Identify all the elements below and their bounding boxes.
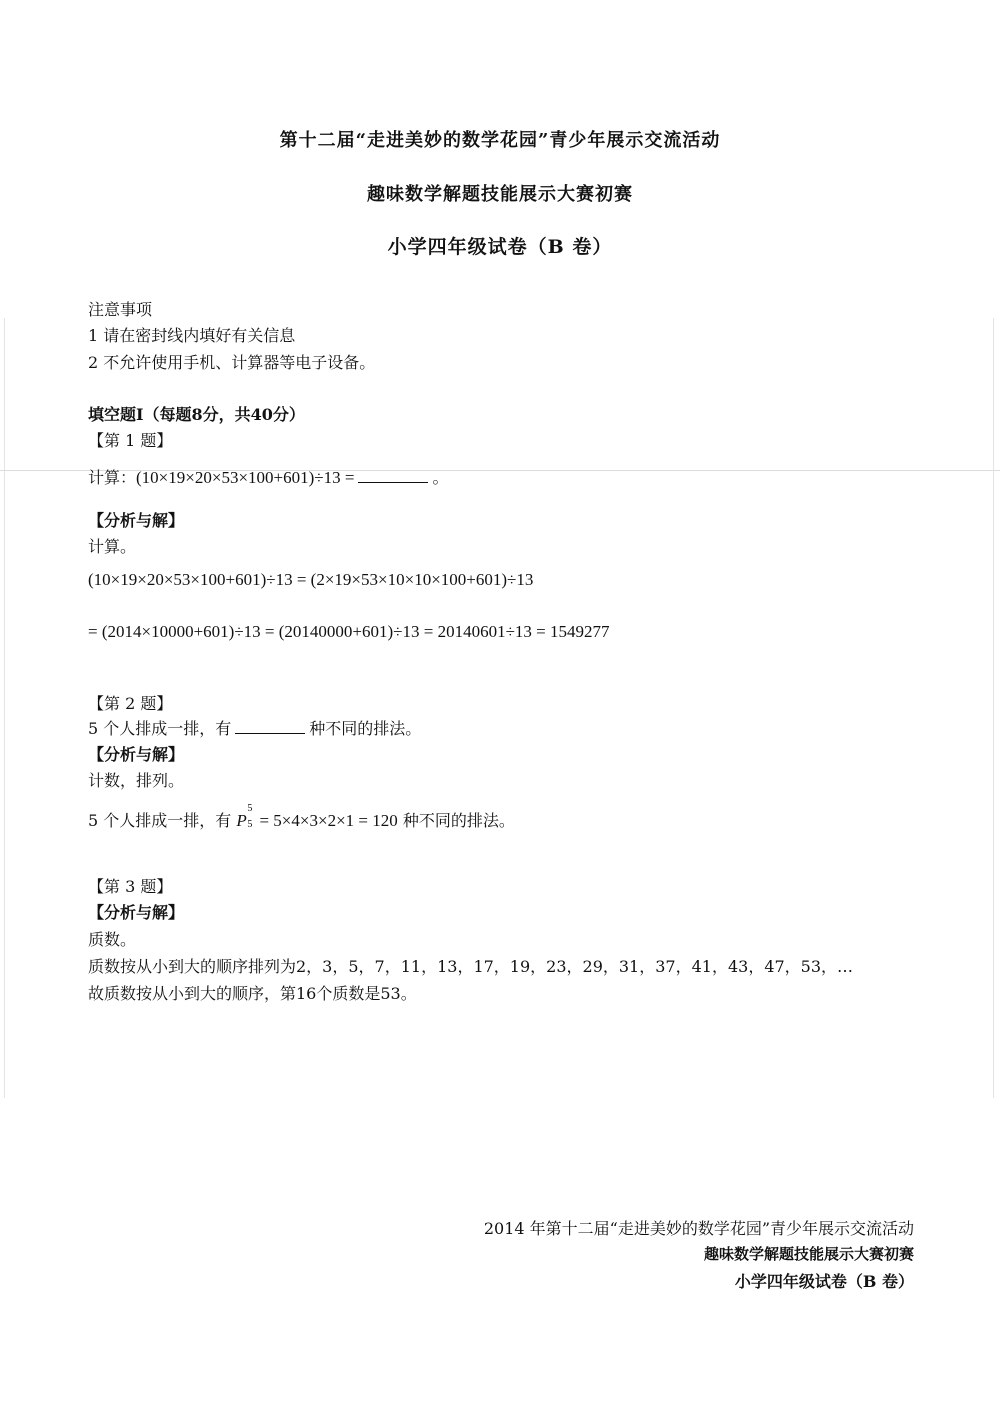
question-3-label: 【第 3 题】: [88, 877, 173, 896]
permutation-symbol: P 5 5: [236, 803, 253, 830]
question-1-label: 【第 1 题】: [88, 431, 173, 450]
footer-line-2: 趣味数学解题技能展示大赛初赛: [703, 1245, 914, 1263]
question-1-prompt-prefix: 计算：: [88, 468, 137, 487]
question-2-answer: [88, 803, 515, 831]
footer-line-3: 小学四年级试卷（B 卷）: [734, 1272, 914, 1291]
question-2-answer-suffix: 种不同的排法。: [402, 811, 515, 830]
answer-blank-2[interactable]: [235, 719, 305, 734]
notice-item-2: 2 不允许使用手机、计算器等电子设备。: [88, 353, 376, 372]
question-1-prompt: [88, 465, 448, 488]
question-1-expression: (10×19×20×53×100+601)÷13 =: [136, 468, 355, 487]
footer-line-1: 2014 年第十二届“走进美妙的数学花园”青少年展示交流活动: [483, 1219, 914, 1238]
question-1-analysis-type: 计算。: [88, 537, 137, 556]
question-3-solution-line-1: 质数按从小到大的顺序排列为2，3，5，7，11，13，17，19，23，29，31，37，41，43，47，53，…: [88, 957, 854, 976]
scan-edge-right: [993, 318, 994, 1098]
question-2-analysis-label: 【分析与解】: [88, 745, 185, 764]
question-2-answer-expression: = 5×4×3×2×1 = 120: [259, 811, 398, 830]
notice-heading: 注意事项: [88, 300, 153, 319]
notice-item-1: 1 请在密封线内填好有关信息: [88, 326, 296, 345]
question-1-solution-line-1: (10×19×20×53×100+601)÷13 = (2×19×53×10×10×100+601)÷13: [88, 570, 534, 589]
question-2-label: 【第 2 题】: [88, 694, 173, 713]
question-1-prompt-suffix: 。: [432, 468, 449, 487]
scan-edge-left: [4, 318, 5, 1098]
answer-blank-1[interactable]: [358, 468, 428, 483]
question-2-analysis-type: 计数，排列。: [88, 771, 185, 790]
question-2-prompt-suffix: 种不同的排法。: [309, 719, 422, 738]
question-1-analysis-label: 【分析与解】: [88, 511, 185, 530]
question-3-analysis-type: 质数。: [88, 930, 137, 949]
paper-title: 第十二届“走进美妙的数学花园”青少年展示交流活动: [279, 130, 721, 151]
paper-grade: 小学四年级试卷（B 卷）: [387, 236, 613, 258]
question-2-prompt: [88, 716, 421, 739]
question-2-prompt-prefix: 5 个人排成一排，有: [88, 719, 232, 738]
section-heading: 填空题Ⅰ（每题8分，共40分）: [88, 405, 305, 424]
question-2-answer-prefix: 5 个人排成一排，有: [88, 811, 232, 830]
paper-subtitle: 趣味数学解题技能展示大赛初赛: [367, 184, 633, 205]
question-3-analysis-label: 【分析与解】: [88, 903, 185, 922]
question-3-solution-line-2: 故质数按从小到大的顺序，第16个质数是53。: [88, 984, 417, 1003]
question-1-solution-line-2: = (2014×10000+601)÷13 = (20140000+601)÷13 = 20140601÷13 = 1549277: [88, 622, 610, 641]
